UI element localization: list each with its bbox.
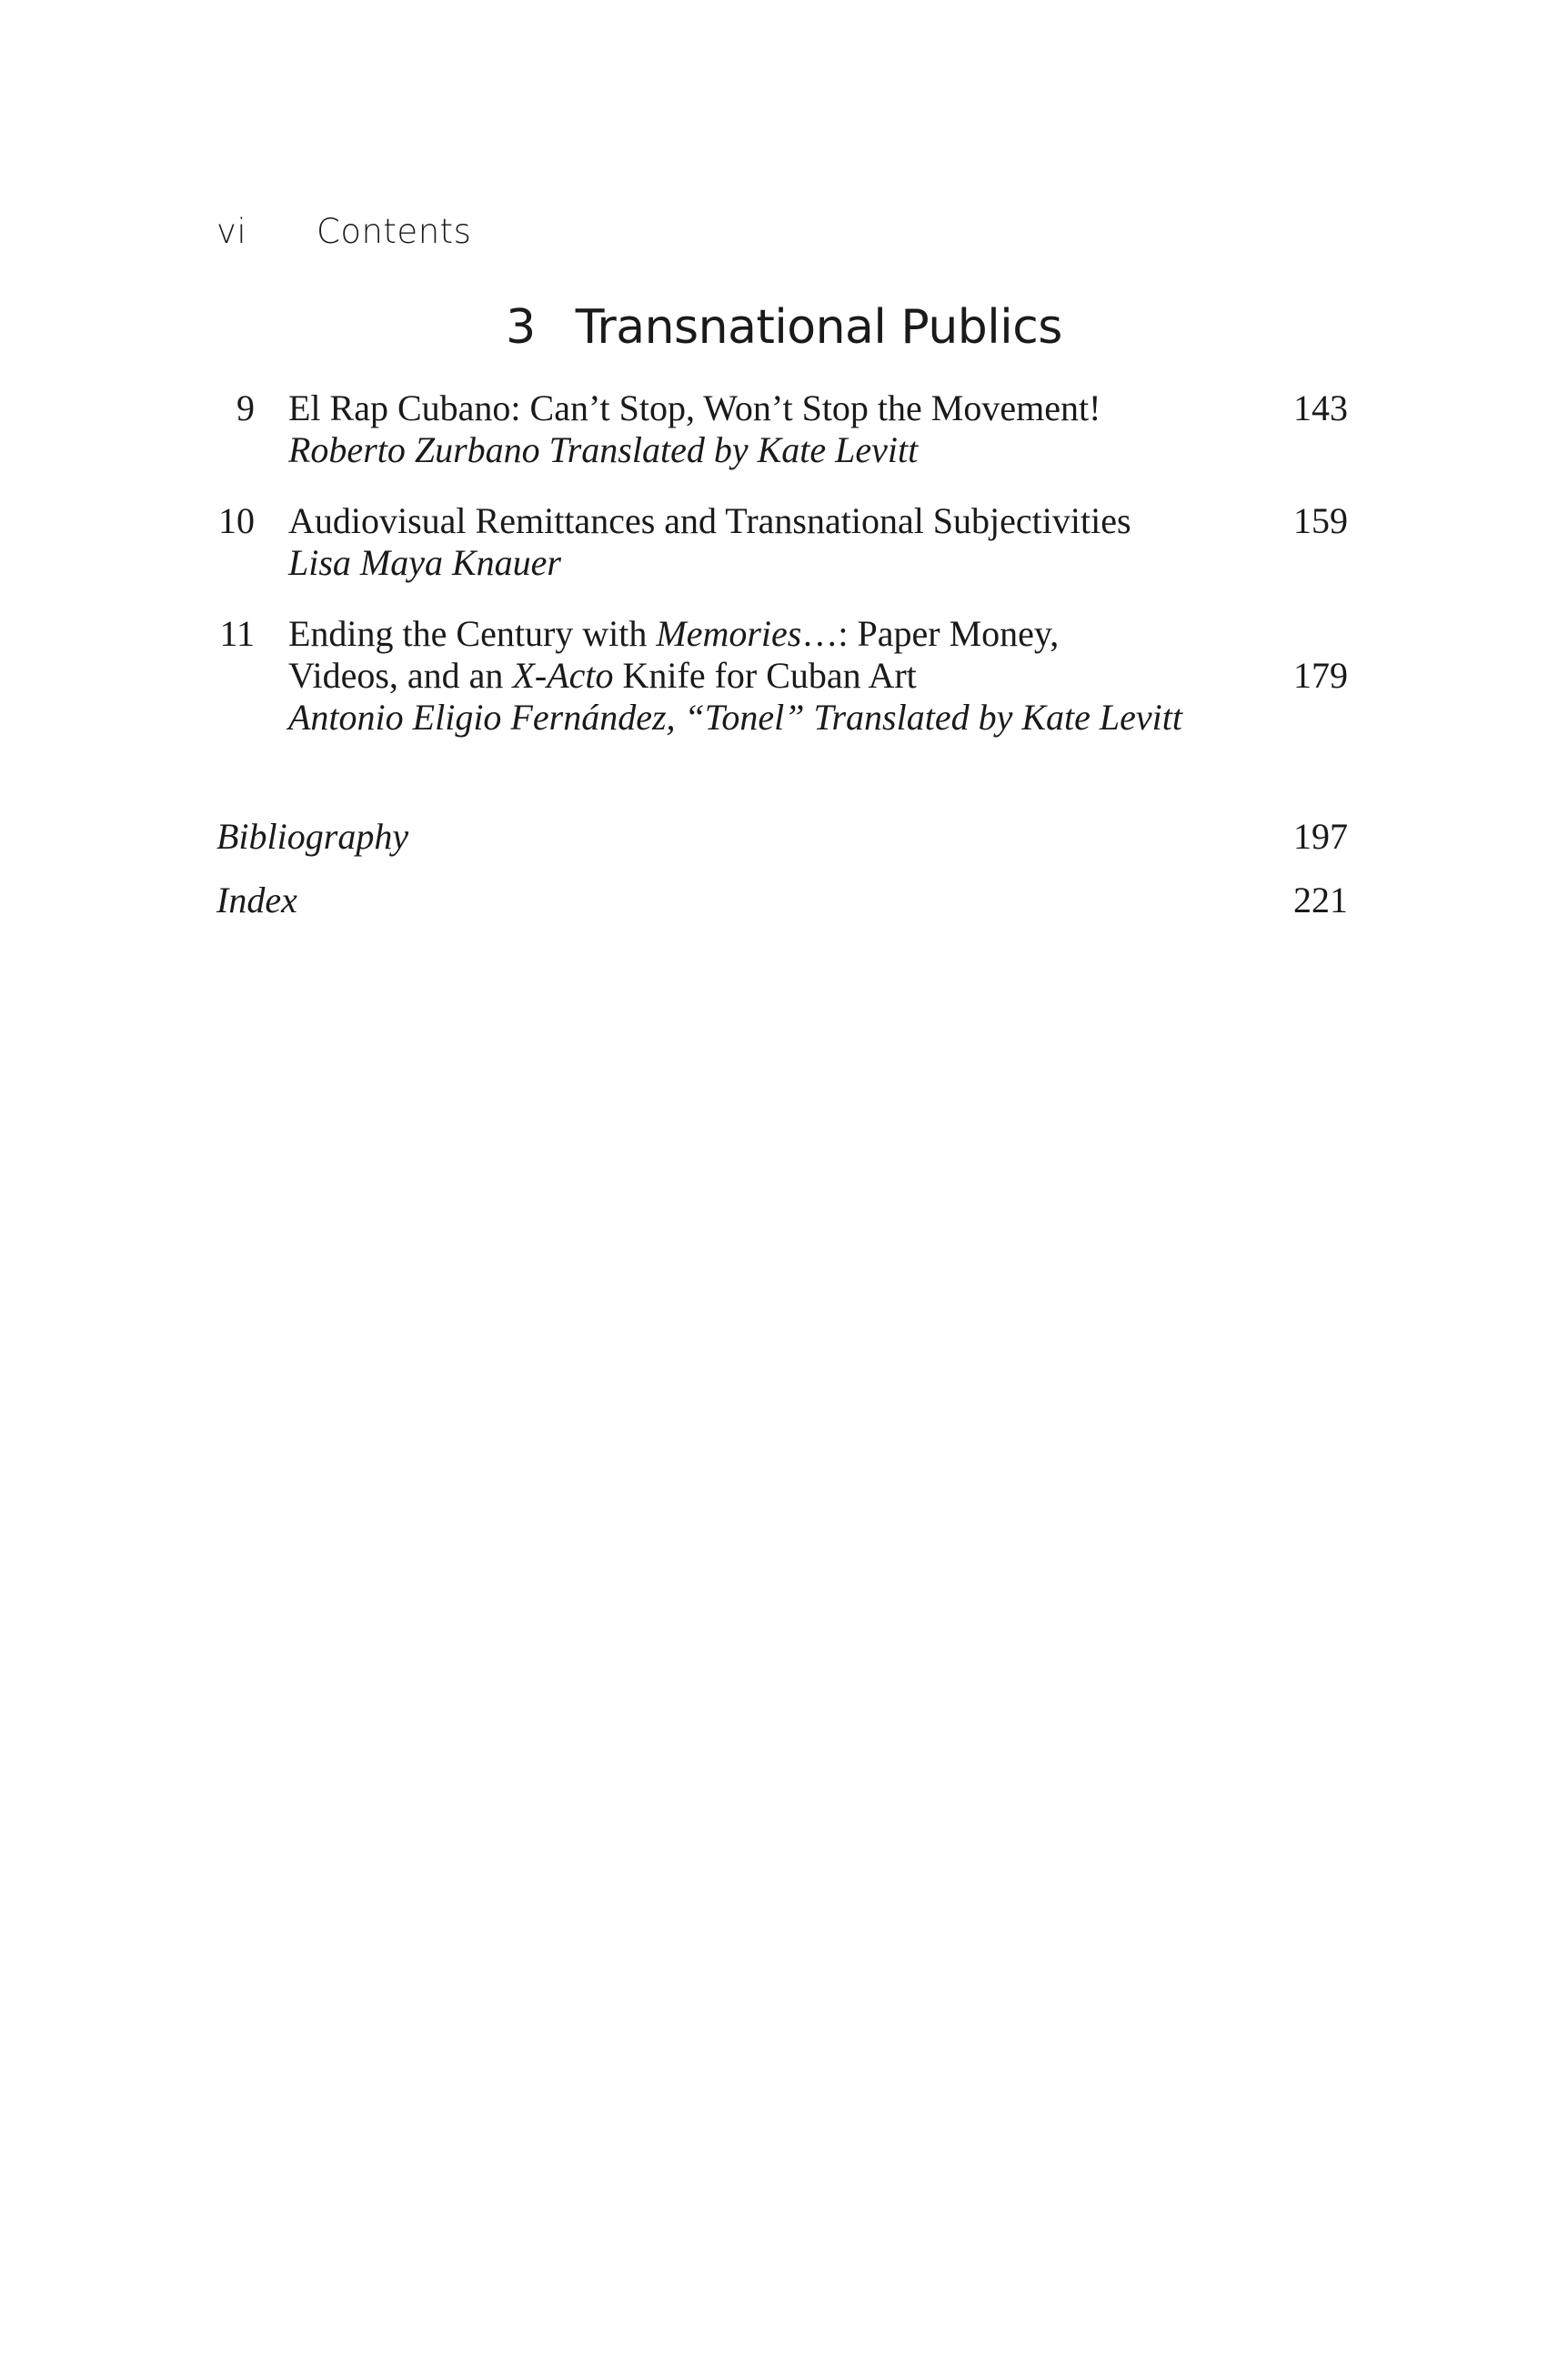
section-heading [0,300,1568,355]
running-header [216,212,471,251]
chapter-body [288,613,1348,739]
chapter-title: El Rap Cubano: Can’t Stop, Won’t Stop the Movement! [288,387,1101,428]
backmatter-item-bibliography[interactable] [216,816,1348,858]
chapter-body [288,387,1348,471]
chapter-title-line [288,500,1348,542]
toc-entry[interactable] [216,500,1348,584]
chapter-number: 9 [236,387,255,428]
chapter-author: Lisa Maya Knauer [288,542,561,583]
running-title: Contents [317,212,472,251]
chapter-title-line [288,655,1348,697]
chapter-title-line [288,613,1239,655]
chapter-author: Antonio Eligio Fernández, “Tonel” Translated by Kate Levitt [288,697,1182,738]
chapter-title-part: Knife for Cuban Art [613,655,917,696]
backmatter-list [216,816,1348,921]
chapter-title-italic: X-Acto [512,655,614,696]
table-of-contents [216,387,1348,768]
chapter-body [288,500,1348,584]
chapter-title-part: …: Paper Money, [801,613,1060,654]
chapter-author: Roberto Zurbano Translated by Kate Levitt [288,429,919,470]
backmatter-label: Index [216,880,297,920]
backmatter-item-index[interactable] [216,880,1348,921]
page-number: vi [216,212,247,251]
backmatter-page: 221 [1293,880,1348,920]
toc-entry[interactable] [216,387,1348,471]
chapter-title-line [288,387,1348,429]
backmatter-page: 197 [1293,816,1348,857]
toc-entry[interactable] [216,613,1348,739]
chapter-number: 10 [218,500,255,541]
chapter-title: Audiovisual Remittances and Transnational Subjectivities [288,500,1131,541]
section-number: 3 [506,300,536,355]
chapter-title-italic: Memories [656,613,802,654]
chapter-number: 11 [219,613,255,654]
chapter-page: 143 [1293,387,1348,428]
chapter-page: 179 [1293,655,1348,696]
chapter-page: 159 [1293,500,1348,541]
backmatter-label: Bibliography [216,816,409,857]
chapter-title-part: Ending the Century with [288,613,657,654]
chapter-title-part: Videos, and an [288,655,513,696]
section-title: Transnational Publics [575,300,1062,355]
